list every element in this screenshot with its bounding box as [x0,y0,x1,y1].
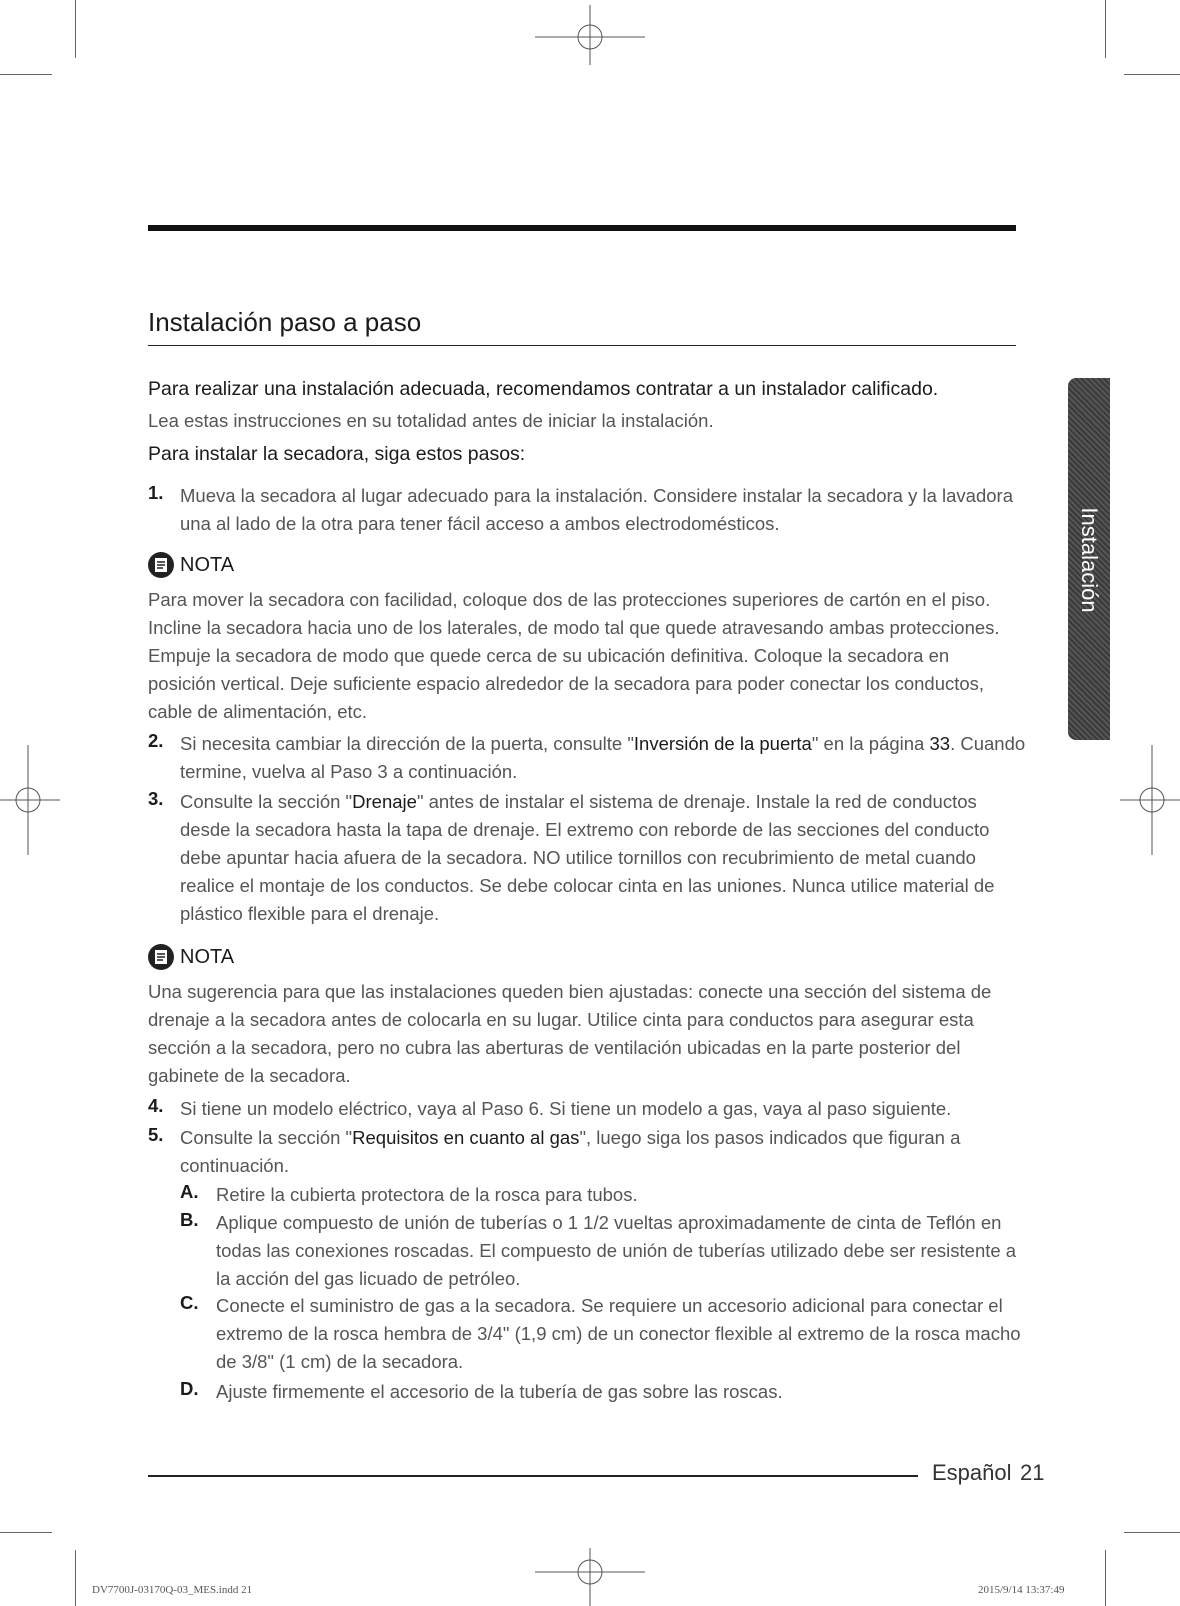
registration-mark-icon [535,1548,645,1606]
substep-text: Retire la cubierta protectora de la rosca para tubos. [216,1184,638,1205]
cross-reference-link[interactable]: Inversión de la puerta [633,733,812,754]
substep-letter: C. [180,1292,199,1313]
note-heading [148,552,234,578]
step-text [180,1124,1030,1180]
page-reference[interactable]: 33 [929,733,951,754]
intro-text: Lea estas instrucciones en su totalidad antes de iniciar la instalación. [148,410,714,431]
note-icon [148,944,174,970]
note-text: Para mover la secadora con facilidad, coloque dos de las protecciones superiores de cartón en el piso. Incline la secadora hacia uno de los laterales, de modo tal que quede atravesando ambas protecciones. Empuje la secadora de modo que quede cerca de su ubicación definitiva. Coloque la secadora en posición vertical. Deje suficiente espacio alrededor de la secadora para poder conectar los conductos, cable de alimentación, etc. [148,589,1000,722]
crop-mark [1105,0,1106,58]
cross-reference-link[interactable]: Drenaje [352,791,417,812]
step-number: 5. [148,1124,164,1145]
substep-letter: A. [180,1181,199,1202]
substep-letter: D. [180,1378,199,1399]
slug-timestamp: 2015/9/14 13:37:49 [978,1584,1065,1596]
slug-file: DV7700J-03170Q-03_MES.indd 21 [92,1584,253,1596]
step-number: 4. [148,1095,164,1116]
note-label: NOTA [180,945,235,968]
note-icon [148,552,174,578]
step-number: 3. [148,788,164,809]
step-text-part: Consulte la sección " [180,791,353,812]
crop-mark [1105,1550,1106,1606]
registration-mark-icon [535,5,645,65]
step-text-part: . Cuando termine, vuelva al Paso 3 a continuación. [180,733,1026,782]
note-heading [148,944,234,970]
step-number: 2. [148,730,164,751]
crop-mark [0,1532,52,1533]
step-text-part: Si necesita cambiar la dirección de la puerta, consulte " [180,733,634,754]
step-text-part: " antes de instalar el sistema de drenaje. Instale la red de conductos desde la secadora hasta la tapa de drenaje. El extremo con reborde de las secciones del conducto debe apuntar hacia afuera de la secadora. NO utilice tornillos con recubrimiento de metal cuando realice el montaje de los conductos. Se debe colocar cinta en las uniones. Nunca utilice material de plástico flexible para el drenaje. [180,791,995,924]
step-number: 1. [148,482,164,503]
substep-letter: B. [180,1209,199,1230]
crop-mark [75,1550,76,1606]
step-text-part: ", luego siga los pasos indicados que figuran a continuación. [180,1127,961,1176]
substep-text: Ajuste firmemente el accesorio de la tubería de gas sobre las roscas. [216,1381,783,1402]
section-title: Instalación paso a paso [148,305,1016,346]
page-number: 21 [1020,1460,1045,1485]
crop-mark [0,74,52,75]
step-text: Mueva la secadora al lugar adecuado para la instalación. Considere instalar la secadora y la lavadora una al lado de la otra para tener fácil acceso a ambos electrodomésticos. [180,485,1013,534]
registration-mark-icon [0,745,60,855]
side-tab-label: Instalación [1077,507,1102,613]
crop-mark [1124,1532,1180,1533]
steps-heading: Para instalar la secadora, siga estos pasos: [148,443,526,465]
step-text-part: Consulte la sección " [180,1127,353,1148]
header-rule [148,225,1016,231]
crop-mark [1124,74,1180,75]
step-text [180,788,1030,928]
intro-bold: Para realizar una instalación adecuada, recomendamos contratar a un instalador calificado. [148,378,939,400]
step-text: Si tiene un modelo eléctrico, vaya al Paso 6. Si tiene un modelo a gas, vaya al paso siguiente. [180,1098,952,1119]
footer-language: Español [932,1460,1012,1485]
substep-text: Aplique compuesto de unión de tuberías o 1 1/2 vueltas aproximadamente de cinta de Teflón en todas las conexiones roscadas. El compuesto de unión de tuberías utilizado debe ser resistente a la acción del gas licuado de petróleo. [216,1212,1017,1289]
note-text: Una sugerencia para que las instalaciones queden bien ajustadas: conecte una sección del sistema de drenaje a la secadora antes de colocarla en su lugar. Utilice cinta para conductos para asegurar esta sección a la secadora, pero no cubra las aberturas de ventilación ubicadas en la parte posterior del gabinete de la secadora. [148,981,992,1086]
substep-text: Conecte el suministro de gas a la secadora. Se requiere un accesorio adicional para conectar el extremo de la rosca hembra de 3/4" (1,9 cm) de un conector flexible al extremo de la rosca macho de 3/8" (1 cm) de la secadora. [216,1295,1021,1372]
cross-reference-link[interactable]: Requisitos en cuanto al gas [352,1127,580,1148]
registration-mark-icon [1120,745,1180,855]
note-label: NOTA [180,553,235,576]
footer-rule [148,1475,918,1477]
crop-mark [75,0,76,58]
step-text-part: " en la página [811,733,930,754]
step-text [180,730,1030,786]
